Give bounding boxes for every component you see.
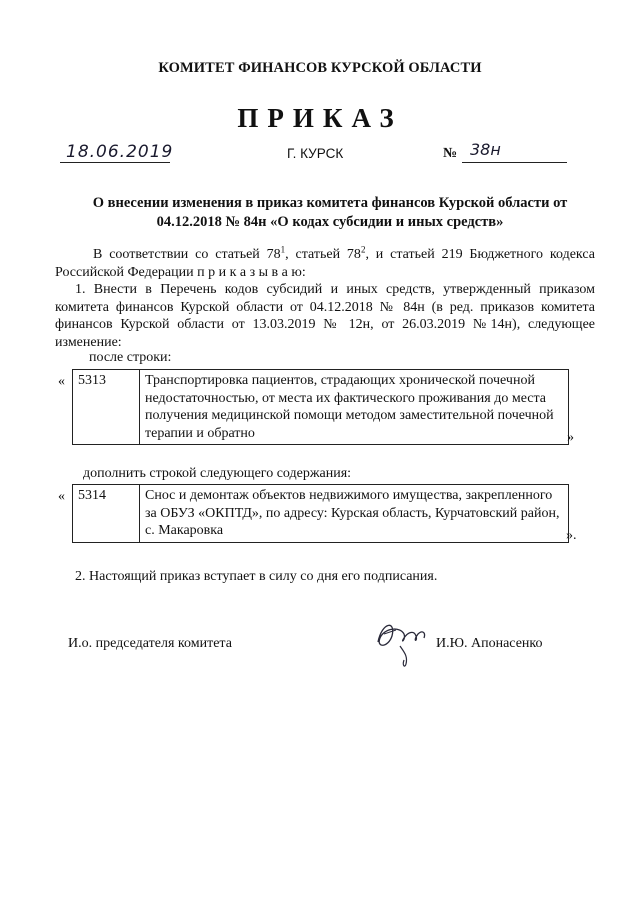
- city-label: Г. КУРСК: [287, 146, 344, 161]
- table-row: [73, 370, 569, 445]
- organization-name: КОМИТЕТ ФИНАНСОВ КУРСКОЙ ОБЛАСТИ: [158, 60, 482, 76]
- existing-row-table: [72, 369, 569, 445]
- intro-part-b: , статьей 78: [285, 247, 361, 262]
- intro-paragraph: [55, 246, 595, 281]
- signer-name: И.Ю. Апонасенко: [436, 636, 543, 651]
- signer-position: И.о. председателя комитета: [68, 636, 232, 651]
- intro-part-c: , и статьей 219 Бюджетного кодекса Российской Федерации п р и к а з ы в а ю:: [55, 247, 595, 280]
- subject-line-1: О внесении изменения в приказ комитета финансов Курской области от: [92, 195, 568, 211]
- document-title: ПРИКАЗ: [237, 103, 403, 133]
- subject-line-2: 04.12.2018 № 84н «О кодах субсидии и иных средств»: [156, 214, 504, 230]
- row-description-cell: Транспортировка пациентов, страдающих хронической почечной недостаточностью, от места их фактического проживания до места получения медицинской помощи методом заместительной почечной терапии и обратно: [140, 370, 569, 445]
- row-code-cell: 5314: [73, 485, 140, 543]
- open-quote-2: «: [58, 489, 65, 504]
- open-quote-1: «: [58, 374, 65, 389]
- number-sign: №: [443, 146, 458, 161]
- item-2-paragraph: 2. Настоящий приказ вступает в силу со дня его подписания.: [75, 569, 438, 584]
- new-row-table: [72, 484, 569, 543]
- intro-superscript-2: 2: [360, 244, 366, 255]
- table-row: [73, 485, 569, 543]
- handwritten-number: 38н: [470, 140, 501, 159]
- signature-icon: [370, 612, 430, 672]
- row-code-cell: 5313: [73, 370, 140, 445]
- intro-part-a: В соответствии со статьей 78: [93, 247, 281, 262]
- document-subject: [60, 194, 600, 232]
- item-1-paragraph: 1. Внести в Перечень кодов субсидий и иных средств, утвержденный приказом комитета финансов Курской области от 04.12.2018 № 84н (в ред. приказов комитета финансов Курской области от 13.03.2019 № 12н, от 26.03.2019 №14н), следующее изменение:: [55, 282, 595, 350]
- supplement-label: дополнить строкой следующего содержания:: [83, 466, 352, 481]
- row-description-cell: Снос и демонтаж объектов недвижимого имущества, закрепленного за ОБУЗ «ОКПТД», по адресу: Курская область, Курчатовский район, с. Макаровка: [140, 485, 569, 543]
- close-quote-1: »: [567, 430, 574, 445]
- handwritten-date: 18.06.2019: [66, 142, 174, 162]
- close-quote-2: ».: [566, 528, 577, 543]
- intro-superscript-1: 1: [280, 244, 286, 255]
- after-row-label: после строки:: [89, 350, 172, 365]
